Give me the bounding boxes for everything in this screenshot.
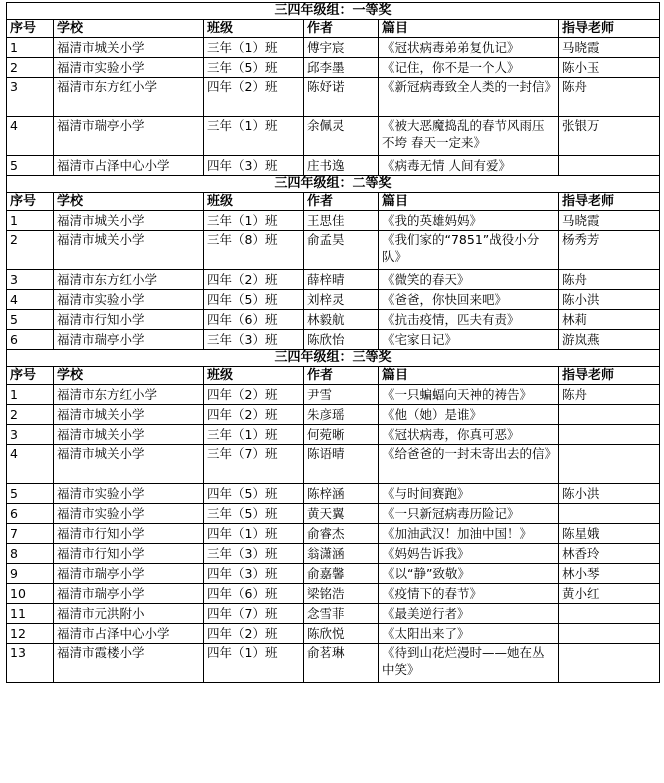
row-no: 4	[7, 117, 54, 156]
header-row	[7, 193, 660, 211]
row-author: 陈欣怡	[304, 330, 379, 350]
row-teacher: 陈舟	[559, 270, 660, 290]
row-teacher: 张银万	[559, 117, 660, 156]
header-class: 班级	[204, 367, 304, 385]
row-school: 福清市瑞亭小学	[54, 564, 204, 584]
section-title-row	[7, 3, 660, 20]
award-table	[6, 2, 660, 683]
row-no: 6	[7, 504, 54, 524]
row-title: 《我们家的“7851”战役小分队》	[379, 231, 559, 270]
row-class: 四年（2）班	[204, 270, 304, 290]
row-no: 8	[7, 544, 54, 564]
row-class: 三年（7）班	[204, 445, 304, 484]
table-row	[7, 445, 660, 484]
row-title: 《一只蝙蝠向天神的祷告》	[379, 385, 559, 405]
header-no: 序号	[7, 20, 54, 38]
row-school: 福清市元洪附小	[54, 604, 204, 624]
row-author: 俞孟昊	[304, 231, 379, 270]
row-author: 庄书逸	[304, 156, 379, 176]
row-author: 余佩灵	[304, 117, 379, 156]
table-row	[7, 211, 660, 231]
table-row	[7, 58, 660, 78]
row-school: 福清市瑞亭小学	[54, 330, 204, 350]
table-row	[7, 117, 660, 156]
award-document	[6, 2, 659, 683]
row-class: 四年（2）班	[204, 624, 304, 644]
section-title: 三四年级组：一等奖	[7, 3, 660, 20]
row-no: 5	[7, 484, 54, 504]
row-teacher	[559, 504, 660, 524]
row-author: 陈欣悦	[304, 624, 379, 644]
row-class: 四年（6）班	[204, 310, 304, 330]
row-title: 《被大恶魔捣乱的春节风雨压不垮 春天一定来》	[379, 117, 559, 156]
row-author: 陈妤诺	[304, 78, 379, 117]
header-row	[7, 367, 660, 385]
row-no: 2	[7, 58, 54, 78]
table-row	[7, 78, 660, 117]
table-row	[7, 484, 660, 504]
row-class: 四年（2）班	[204, 78, 304, 117]
row-school: 福清市东方红小学	[54, 78, 204, 117]
row-title: 《爸爸，你快回来吧》	[379, 290, 559, 310]
row-class: 四年（1）班	[204, 644, 304, 683]
row-author: 何菀晰	[304, 425, 379, 445]
row-class: 三年（1）班	[204, 38, 304, 58]
row-class: 四年（3）班	[204, 564, 304, 584]
row-school: 福清市实验小学	[54, 290, 204, 310]
row-no: 1	[7, 38, 54, 58]
row-teacher: 杨秀芳	[559, 231, 660, 270]
row-author: 俞茗琳	[304, 644, 379, 683]
row-author: 俞睿杰	[304, 524, 379, 544]
row-class: 三年（5）班	[204, 504, 304, 524]
table-row	[7, 425, 660, 445]
row-author: 林毅航	[304, 310, 379, 330]
row-title: 《新冠病毒致全人类的一封信》	[379, 78, 559, 117]
row-class: 三年（3）班	[204, 330, 304, 350]
header-row	[7, 20, 660, 38]
row-title: 《太阳出来了》	[379, 624, 559, 644]
row-author: 梁铭浩	[304, 584, 379, 604]
table-row	[7, 310, 660, 330]
row-no: 1	[7, 211, 54, 231]
row-no: 4	[7, 290, 54, 310]
header-teacher: 指导老师	[559, 367, 660, 385]
row-class: 四年（5）班	[204, 290, 304, 310]
row-title: 《他（她）是谁》	[379, 405, 559, 425]
row-teacher	[559, 405, 660, 425]
row-teacher: 陈星娥	[559, 524, 660, 544]
table-row	[7, 38, 660, 58]
row-class: 四年（6）班	[204, 584, 304, 604]
table-row	[7, 644, 660, 683]
header-title: 篇目	[379, 20, 559, 38]
row-class: 四年（3）班	[204, 156, 304, 176]
section-title: 三四年级组：二等奖	[7, 176, 660, 193]
row-title: 《给爸爸的一封未寄出去的信》	[379, 445, 559, 484]
row-teacher	[559, 425, 660, 445]
row-school: 福清市东方红小学	[54, 270, 204, 290]
header-school: 学校	[54, 367, 204, 385]
row-school: 福清市实验小学	[54, 504, 204, 524]
row-school: 福清市瑞亭小学	[54, 117, 204, 156]
row-title: 《记住，你不是一个人》	[379, 58, 559, 78]
row-class: 三年（1）班	[204, 425, 304, 445]
section-title: 三四年级组：三等奖	[7, 350, 660, 367]
row-title: 《以“静”致敬》	[379, 564, 559, 584]
table-row	[7, 270, 660, 290]
header-title: 篇目	[379, 193, 559, 211]
row-author: 念雪菲	[304, 604, 379, 624]
row-school: 福清市城关小学	[54, 405, 204, 425]
row-no: 5	[7, 156, 54, 176]
table-row	[7, 385, 660, 405]
section-title-row	[7, 350, 660, 367]
table-row	[7, 290, 660, 310]
row-title: 《加油武汉！加油中国！》	[379, 524, 559, 544]
row-teacher	[559, 445, 660, 484]
row-class: 三年（5）班	[204, 58, 304, 78]
row-no: 1	[7, 385, 54, 405]
row-teacher: 马晓霞	[559, 38, 660, 58]
row-no: 10	[7, 584, 54, 604]
row-teacher: 陈小玉	[559, 58, 660, 78]
row-teacher: 林小琴	[559, 564, 660, 584]
row-title: 《待到山花烂漫时——她在丛中笑》	[379, 644, 559, 683]
row-class: 四年（7）班	[204, 604, 304, 624]
row-teacher: 陈小洪	[559, 290, 660, 310]
header-no: 序号	[7, 367, 54, 385]
table-row	[7, 231, 660, 270]
row-school: 福清市行知小学	[54, 310, 204, 330]
row-class: 三年（3）班	[204, 544, 304, 564]
row-title: 《我的英雄妈妈》	[379, 211, 559, 231]
row-no: 2	[7, 405, 54, 425]
header-author: 作者	[304, 20, 379, 38]
row-author: 尹雪	[304, 385, 379, 405]
table-row	[7, 564, 660, 584]
row-author: 朱彦瑶	[304, 405, 379, 425]
header-teacher: 指导老师	[559, 193, 660, 211]
row-school: 福清市城关小学	[54, 231, 204, 270]
row-class: 三年（8）班	[204, 231, 304, 270]
row-author: 俞嘉馨	[304, 564, 379, 584]
row-title: 《微笑的春天》	[379, 270, 559, 290]
row-class: 四年（5）班	[204, 484, 304, 504]
row-teacher: 陈小洪	[559, 484, 660, 504]
row-school: 福清市霞楼小学	[54, 644, 204, 683]
row-class: 三年（1）班	[204, 211, 304, 231]
row-title: 《抗击疫情，匹夫有责》	[379, 310, 559, 330]
table-row	[7, 624, 660, 644]
row-class: 四年（2）班	[204, 385, 304, 405]
row-title: 《冠状病毒，你真可恶》	[379, 425, 559, 445]
row-title: 《病毒无情 人间有爱》	[379, 156, 559, 176]
row-teacher: 黄小红	[559, 584, 660, 604]
row-school: 福清市城关小学	[54, 445, 204, 484]
table-row	[7, 524, 660, 544]
row-no: 5	[7, 310, 54, 330]
header-class: 班级	[204, 193, 304, 211]
row-title: 《宅家日记》	[379, 330, 559, 350]
row-class: 四年（1）班	[204, 524, 304, 544]
row-teacher: 林莉	[559, 310, 660, 330]
row-school: 福清市城关小学	[54, 38, 204, 58]
header-school: 学校	[54, 193, 204, 211]
row-teacher: 陈舟	[559, 78, 660, 117]
row-author: 邱李墨	[304, 58, 379, 78]
row-author: 陈语晴	[304, 445, 379, 484]
row-school: 福清市瑞亭小学	[54, 584, 204, 604]
row-title: 《一只新冠病毒历险记》	[379, 504, 559, 524]
row-teacher: 林香玲	[559, 544, 660, 564]
table-row	[7, 156, 660, 176]
row-no: 12	[7, 624, 54, 644]
row-author: 王思佳	[304, 211, 379, 231]
row-school: 福清市东方红小学	[54, 385, 204, 405]
row-school: 福清市行知小学	[54, 524, 204, 544]
row-no: 13	[7, 644, 54, 683]
row-author: 傅宇宸	[304, 38, 379, 58]
row-school: 福清市实验小学	[54, 484, 204, 504]
row-title: 《冠状病毒弟弟复仇记》	[379, 38, 559, 58]
row-no: 11	[7, 604, 54, 624]
row-no: 9	[7, 564, 54, 584]
row-class: 四年（2）班	[204, 405, 304, 425]
row-teacher: 游岚燕	[559, 330, 660, 350]
table-row	[7, 504, 660, 524]
row-teacher	[559, 604, 660, 624]
row-title: 《疫情下的春节》	[379, 584, 559, 604]
row-no: 3	[7, 78, 54, 117]
row-class: 三年（1）班	[204, 117, 304, 156]
row-teacher	[559, 624, 660, 644]
header-author: 作者	[304, 367, 379, 385]
row-author: 刘梓灵	[304, 290, 379, 310]
row-no: 3	[7, 270, 54, 290]
row-author: 薛梓晴	[304, 270, 379, 290]
table-row	[7, 584, 660, 604]
row-school: 福清市占泽中心小学	[54, 624, 204, 644]
row-title: 《与时间赛跑》	[379, 484, 559, 504]
row-school: 福清市城关小学	[54, 425, 204, 445]
row-teacher	[559, 156, 660, 176]
table-row	[7, 604, 660, 624]
row-teacher	[559, 644, 660, 683]
header-teacher: 指导老师	[559, 20, 660, 38]
row-no: 6	[7, 330, 54, 350]
row-teacher: 陈舟	[559, 385, 660, 405]
header-author: 作者	[304, 193, 379, 211]
row-author: 翁潇涵	[304, 544, 379, 564]
row-author: 黄天翼	[304, 504, 379, 524]
row-school: 福清市实验小学	[54, 58, 204, 78]
section-title-row	[7, 176, 660, 193]
header-school: 学校	[54, 20, 204, 38]
row-school: 福清市城关小学	[54, 211, 204, 231]
row-title: 《最美逆行者》	[379, 604, 559, 624]
table-row	[7, 544, 660, 564]
row-no: 3	[7, 425, 54, 445]
row-no: 4	[7, 445, 54, 484]
row-author: 陈梓涵	[304, 484, 379, 504]
table-row	[7, 405, 660, 425]
row-school: 福清市占泽中心小学	[54, 156, 204, 176]
table-row	[7, 330, 660, 350]
header-title: 篇目	[379, 367, 559, 385]
header-class: 班级	[204, 20, 304, 38]
header-no: 序号	[7, 193, 54, 211]
row-no: 7	[7, 524, 54, 544]
row-title: 《妈妈告诉我》	[379, 544, 559, 564]
row-teacher: 马晓霞	[559, 211, 660, 231]
row-school: 福清市行知小学	[54, 544, 204, 564]
row-no: 2	[7, 231, 54, 270]
